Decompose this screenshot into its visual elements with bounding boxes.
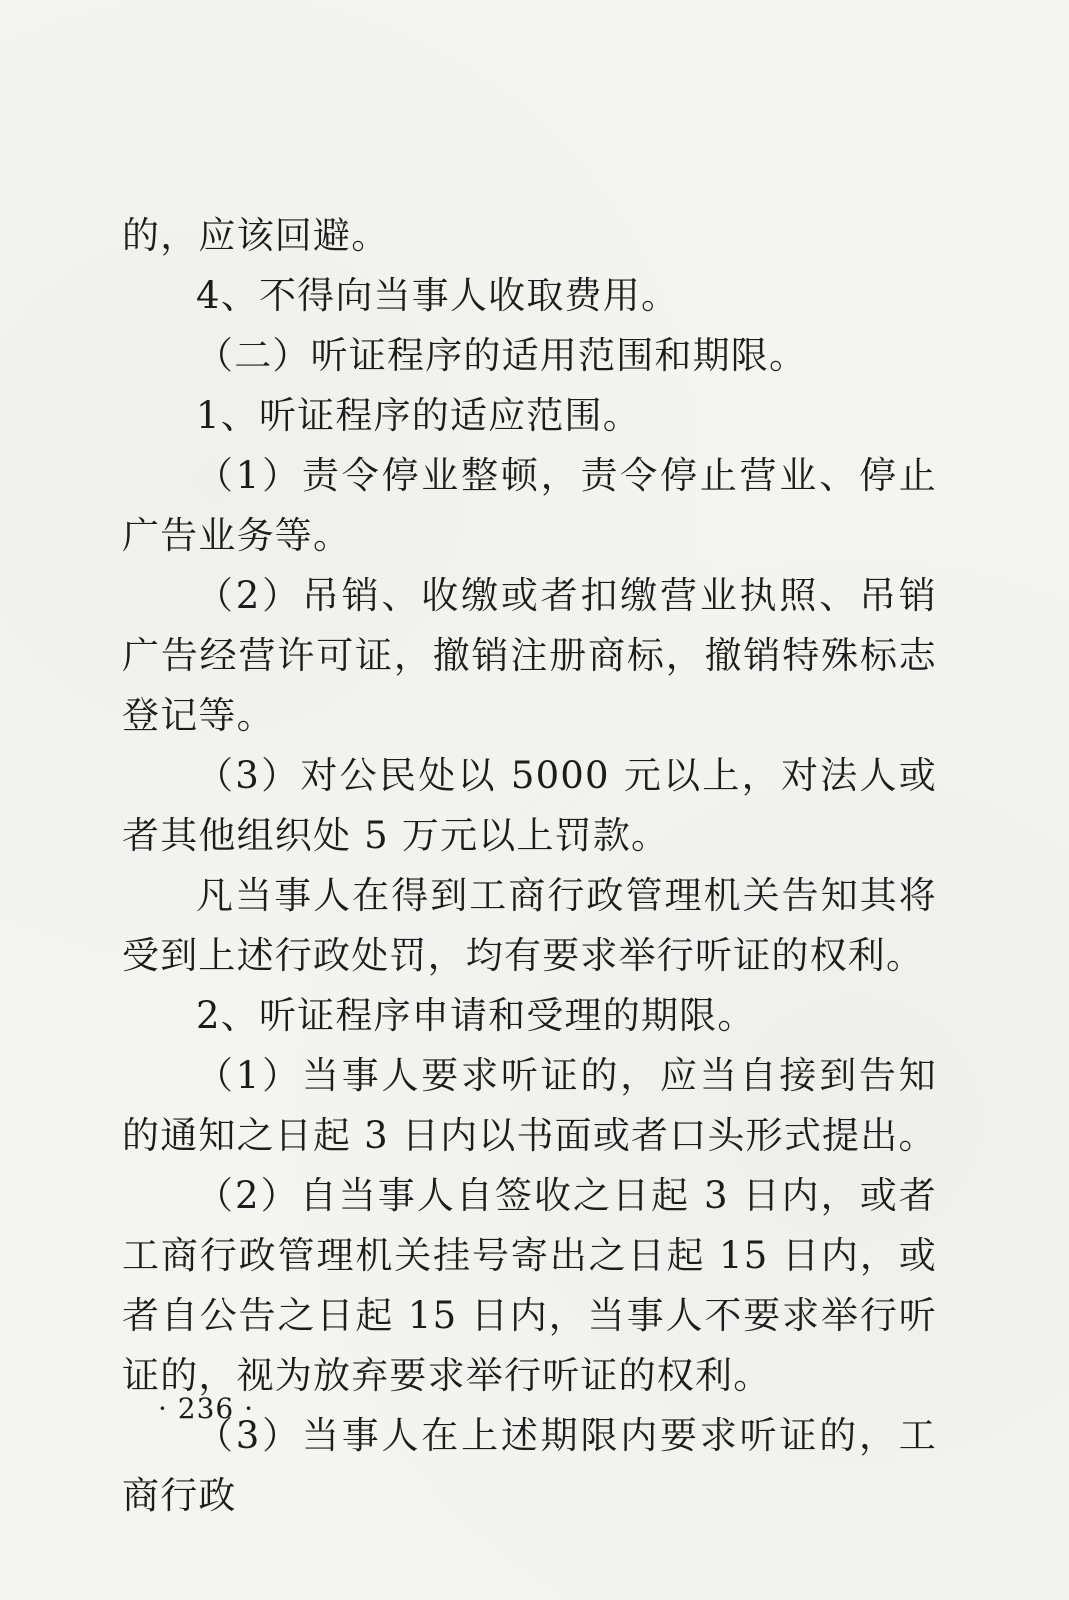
paragraph: 4、不得向当事人收取费用。	[196, 274, 680, 317]
body-text	[122, 206, 937, 1526]
list-item: （2）自当事人自签收之日起 3 日内，或者工商行政管理机关挂号寄出之日起 15 日内，或者自公告之日起 15 日内，当事人不要求举行听证的，视为放弃要求举行听证的权利。	[122, 1174, 937, 1397]
subsection-heading: 1、听证程序的适应范围。	[196, 394, 641, 437]
subsection-heading: 2、听证程序申请和受理的期限。	[196, 994, 756, 1037]
paragraph: 的，应该回避。	[122, 214, 390, 257]
page-number: · 236 ·	[158, 1392, 255, 1425]
list-item: （3）对公民处以 5000 元以上，对法人或者其他组织处 5 万元以上罚款。	[122, 754, 937, 857]
list-item: （2）吊销、收缴或者扣缴营业执照、吊销广告经营许可证，撤销注册商标，撤销特殊标志登记等。	[122, 574, 937, 737]
list-item: （1）责令停业整顿，责令停止营业、停止广告业务等。	[122, 454, 937, 557]
list-item: （1）当事人要求听证的，应当自接到告知的通知之日起 3 日内以书面或者口头形式提出。	[122, 1054, 937, 1157]
list-item: （3）当事人在上述期限内要求听证的，工商行政	[122, 1414, 937, 1517]
paragraph: 凡当事人在得到工商行政管理机关告知其将受到上述行政处罚，均有要求举行听证的权利。	[122, 874, 937, 977]
section-heading: （二）听证程序的适用范围和期限。	[196, 334, 808, 377]
